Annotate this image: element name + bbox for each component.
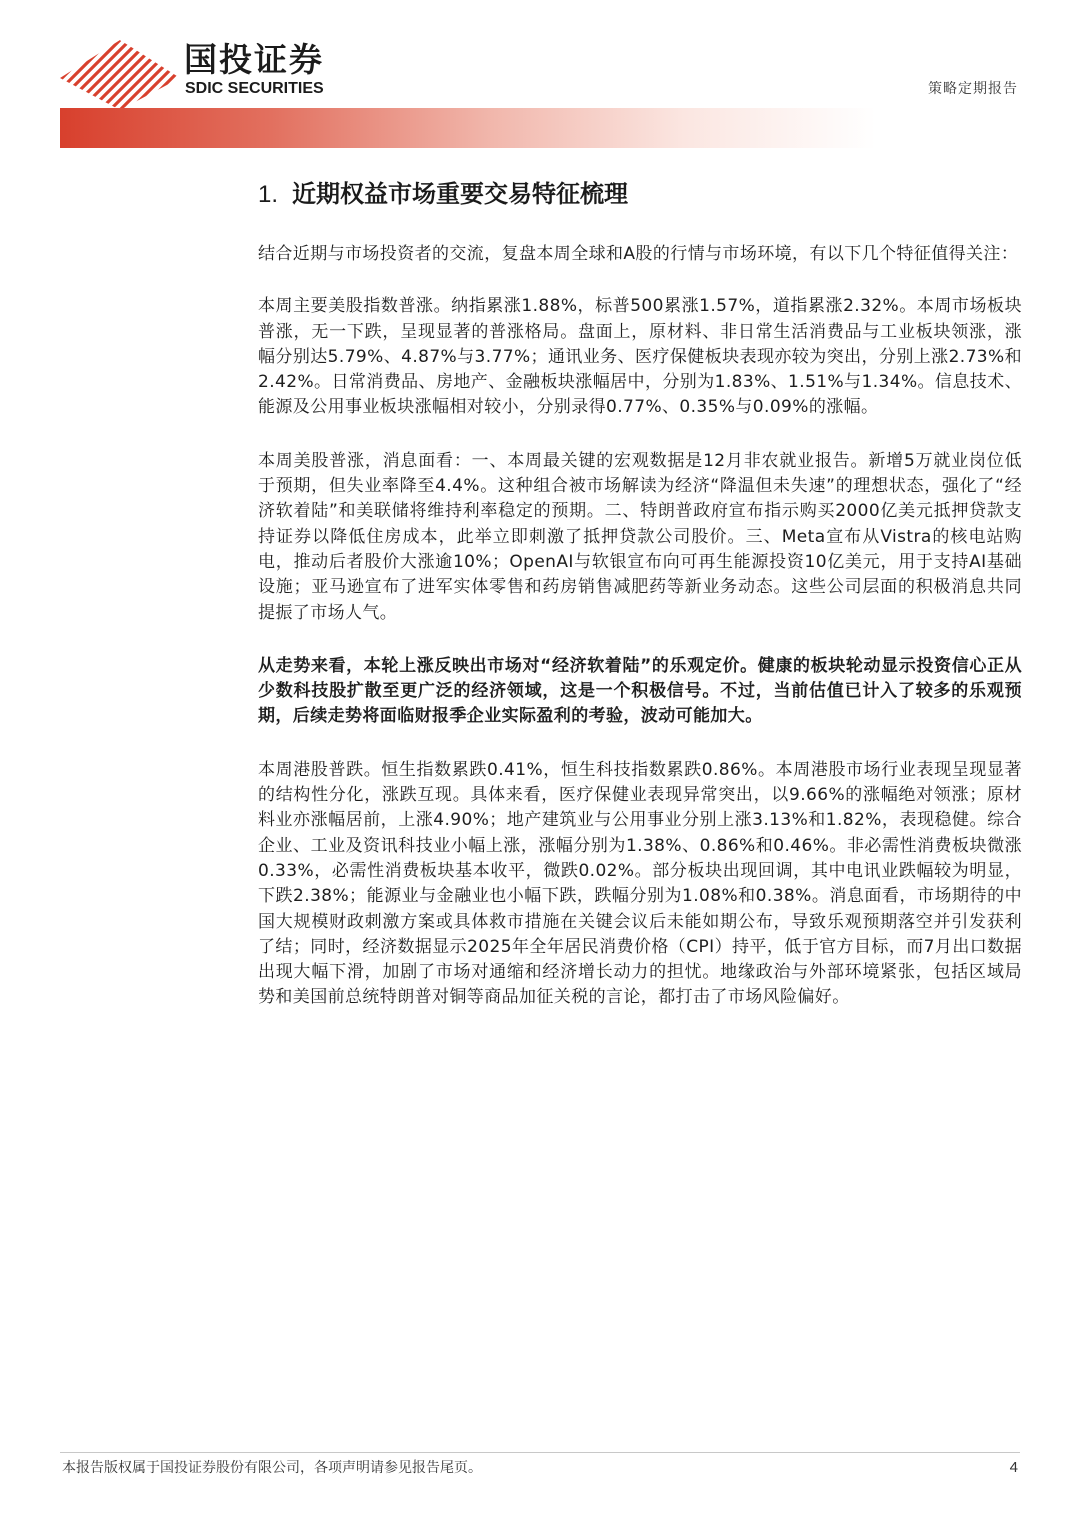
header-gradient-band	[60, 108, 1020, 148]
section-number: 1.	[258, 181, 279, 208]
company-logo-chinese: 国投证券	[184, 40, 324, 79]
paragraph-outlook: 从走势来看，本轮上涨反映出市场对“经济软着陆”的乐观定价。健康的板块轮动显示投资信心正从少数科技股扩散至更广泛的经济领域，这是一个积极信号。不过，当前估值已计入了较多的乐观预期，后续走势将面临财报季企业实际盈利的考验，波动可能加大。	[258, 655, 1022, 727]
page-number: 4	[1009, 1459, 1018, 1476]
stripes-wedge-logo-icon	[60, 38, 180, 110]
report-body	[258, 170, 1022, 1011]
report-type-label: 策略定期报告	[928, 81, 1018, 97]
company-logo-english: SDIC SECURITIES	[185, 80, 324, 97]
footer-divider	[60, 1452, 1020, 1453]
paragraph-us-sectors: 本周主要美股指数普涨。纳指累涨1.88%，标普500累涨1.57%，道指累涨2.32%。本周市场板块普涨，无一下跌，呈现显著的普涨格局。盘面上，原材料、非日常生活消费品与工业板块领涨，涨幅分别达5.79%、4.87%与3.77%；通讯业务、医疗保健板块表现亦较为突出，分别上涨2.73%和2.42%。日常消费品、房地产、金融板块涨幅居中，分别为1.83%、1.51%与1.34%。信息技术、能源及公用事业板块涨幅相对较小，分别录得0.77%、0.35%与0.09%的涨幅。	[258, 296, 1022, 418]
paragraph-intro: 结合近期与市场投资者的交流，复盘本周全球和A股的行情与市场环境，有以下几个特征值得关注：	[258, 244, 1019, 264]
footer-disclaimer: 本报告版权属于国投证券股份有限公司，各项声明请参见报告尾页。	[62, 1460, 482, 1476]
section-heading	[258, 174, 1022, 215]
section-title: 近期权益市场重要交易特征梳理	[292, 180, 629, 208]
paragraph-hk-market: 本周港股普跌。恒生指数累跌0.41%，恒生科技指数累跌0.86%。本周港股市场行业表现呈现显著的结构性分化，涨跌互现。具体来看，医疗保健业表现异常突出，以9.66%的涨幅绝对领涨；原材料业亦涨幅居前，上涨4.90%；地产建筑业与公用事业分别上涨3.13%和1.82%，表现稳健。综合企业、工业及资讯科技业小幅上涨，涨幅分别为1.38%、0.86%和0.46%。非必需性消费板块微涨0.33%，必需性消费板块基本收平，微跌0.02%。部分板块出现回调，其中电讯业跌幅较为明显，下跌2.38%；能源业与金融业也小幅下跌，跌幅分别为1.08%和0.38%。消息面看，市场期待的中国大规模财政刺激方案或具体救市措施在关键会议后未能如期公布，导致乐观预期落空并引发获利了结；同时，经济数据显示2025年全年居民消费价格（CPI）持平，低于官方目标，而7月出口数据出现大幅下滑，加剧了市场对通缩和经济增长动力的担忧。地缘政治与外部环境紧张，包括区域局势和美国前总统特朗普对铜等商品加征关税的言论，都打击了市场风险偏好。	[258, 759, 1022, 1008]
paragraph-us-news: 本周美股普涨，消息面看：一、本周最关键的宏观数据是12月非农就业报告。新增5万就业岗位低于预期，但失业率降至4.4%。这种组合被市场解读为经济“降温但未失速”的理想状态，强化了“经济软着陆”和美联储将维持利率稳定的预期。二、特朗普政府宣布指示购买2000亿美元抵押贷款支持证券以降低住房成本，此举立即刺激了抵押贷款公司股价。三、Meta宣布从Vistra的核电站购电，推动后者股价大涨逾10%；OpenAI与软银宣布向可再生能源投资10亿美元，用于支持AI基础设施；亚马逊宣布了进军实体零售和药房销售减肥药等新业务动态。这些公司层面的积极消息共同提振了市场人气。	[258, 450, 1022, 623]
